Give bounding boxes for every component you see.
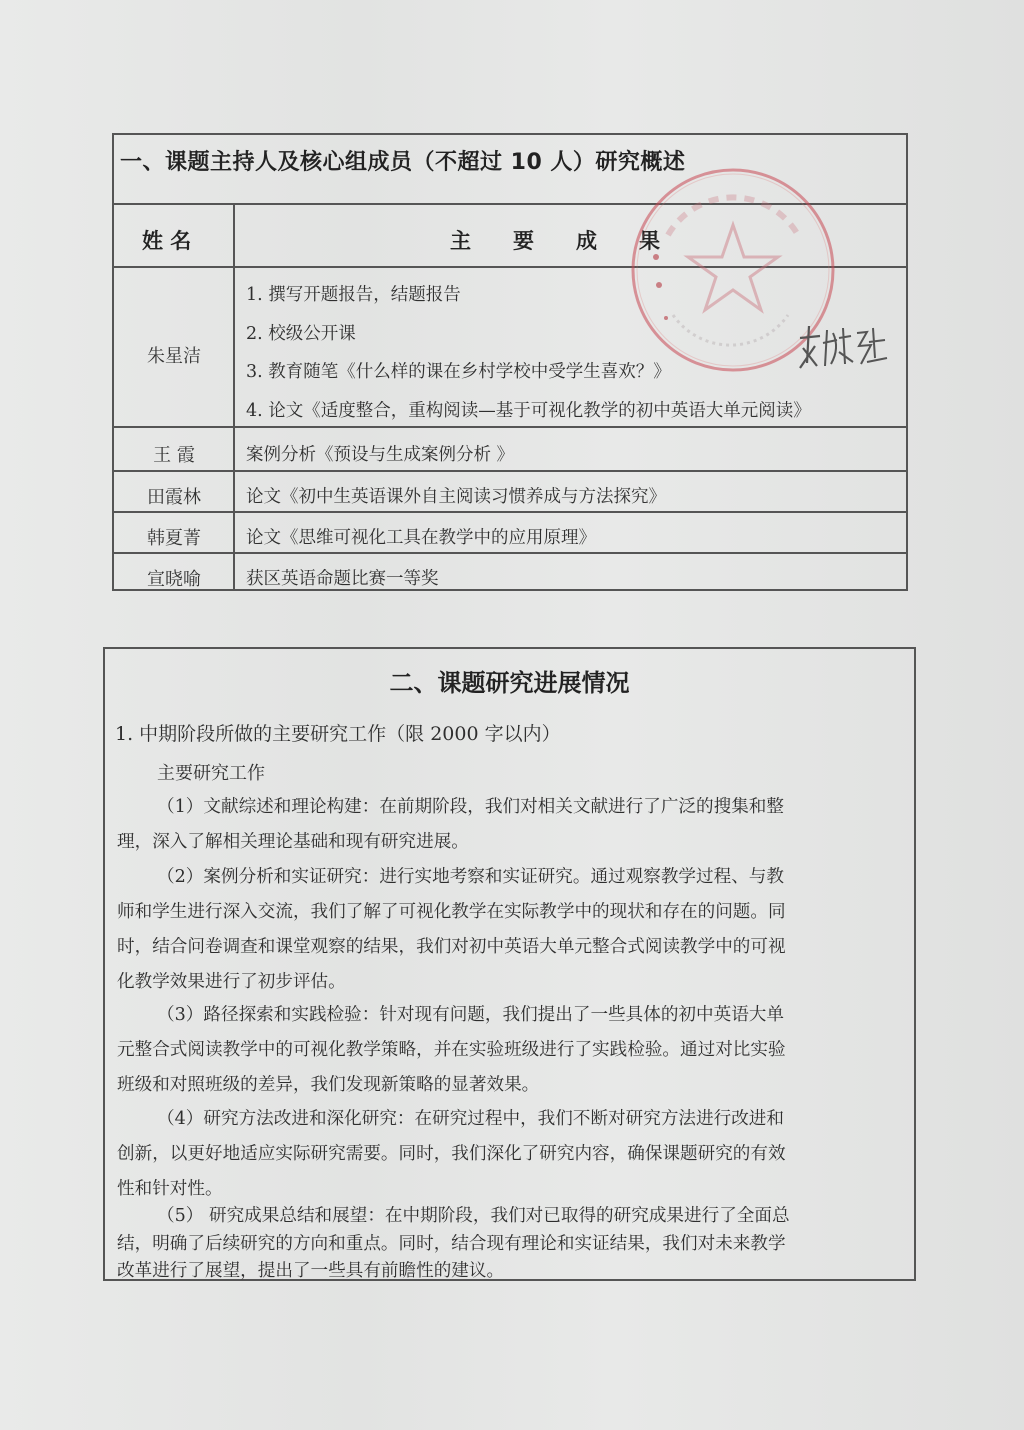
paragraph-line: 化教学效果进行了初步评估。 <box>117 972 346 992</box>
research-progress-section <box>103 647 916 1281</box>
paragraph-line: 元整合式阅读教学中的可视化教学策略，并在实验班级进行了实践检验。通过对比实验 <box>117 1040 786 1060</box>
achievement-item: 论文《初中生英语课外自主阅读习惯养成与方法探究》 <box>246 487 666 507</box>
achievement-item: 案例分析《预设与生成案例分析 》 <box>246 445 515 465</box>
paragraph-line: （2）案例分析和实证研究：进行实地考察和实证研究。通过观察教学过程、与教 <box>157 867 784 887</box>
achievement-item: 2. 校级公开课 <box>246 324 356 344</box>
section2-heading: 主要研究工作 <box>157 763 265 784</box>
paragraph-line: （1）文献综述和理论构建：在前期阶段，我们对相关文献进行了广泛的搜集和整 <box>157 797 784 817</box>
paragraph-line: 理，深入了解相关理论基础和现有研究进展。 <box>117 832 469 852</box>
paragraph-line: 改革进行了展望，提出了一些具有前瞻性的建议。 <box>117 1261 505 1281</box>
member-name: 韩夏菁 <box>147 528 201 549</box>
member-name: 田霞林 <box>147 487 201 508</box>
paragraph-line: 班级和对照班级的差异，我们发现新策略的显著效果。 <box>117 1075 540 1095</box>
paragraph-line: 创新，以更好地适应实际研究需要。同时，我们深化了研究内容，确保课题研究的有效 <box>117 1144 786 1164</box>
paragraph-line: （5） 研究成果总结和展望：在中期阶段，我们对已取得的研究成果进行了全面总 <box>157 1206 790 1226</box>
section2-title: 二、课题研究进展情况 <box>389 669 630 697</box>
member-name: 朱星洁 <box>147 346 201 367</box>
column-header-name: 姓 名 <box>142 229 192 253</box>
paragraph-line: 时，结合问卷调查和课堂观察的结果，我们对初中英语大单元整合式阅读教学中的可视 <box>117 937 786 957</box>
section1-title: 一、课题主持人及核心组成员（不超过 10 人）研究概述 <box>120 150 686 175</box>
handwritten-signature <box>795 318 890 373</box>
column-header-achievements: 主 要 成 果 <box>450 229 660 253</box>
member-name: 宣晓喻 <box>147 569 201 590</box>
member-name: 王 霞 <box>153 445 195 466</box>
achievement-item: 论文《思维可视化工具在教学中的应用原理》 <box>246 528 596 548</box>
achievement-item: 1. 撰写开题报告，结题报告 <box>246 285 461 305</box>
achievement-item: 4. 论文《适度整合，重构阅读—基于可视化教学的初中英语大单元阅读》 <box>246 401 811 421</box>
achievement-item: 3. 教育随笔《什么样的课在乡村学校中受学生喜欢？》 <box>246 362 671 382</box>
paragraph-line: 性和针对性。 <box>117 1179 223 1199</box>
section2-subtitle: 1. 中期阶段所做的主要研究工作（限 2000 字以内） <box>115 723 561 745</box>
paragraph-line: 结，明确了后续研究的方向和重点。同时，结合现有理论和实证结果，我们对未来教学 <box>117 1234 786 1254</box>
star-icon <box>688 225 778 310</box>
achievement-item: 获区英语命题比赛一等奖 <box>246 569 439 589</box>
paragraph-line: （3）路径探索和实践检验：针对现有问题，我们提出了一些具体的初中英语大单 <box>157 1005 784 1025</box>
paragraph-line: （4）研究方法改进和深化研究：在研究过程中，我们不断对研究方法进行改进和 <box>157 1109 784 1129</box>
paragraph-line: 师和学生进行深入交流，我们了解了可视化教学在实际教学中的现状和存在的问题。同 <box>117 902 786 922</box>
